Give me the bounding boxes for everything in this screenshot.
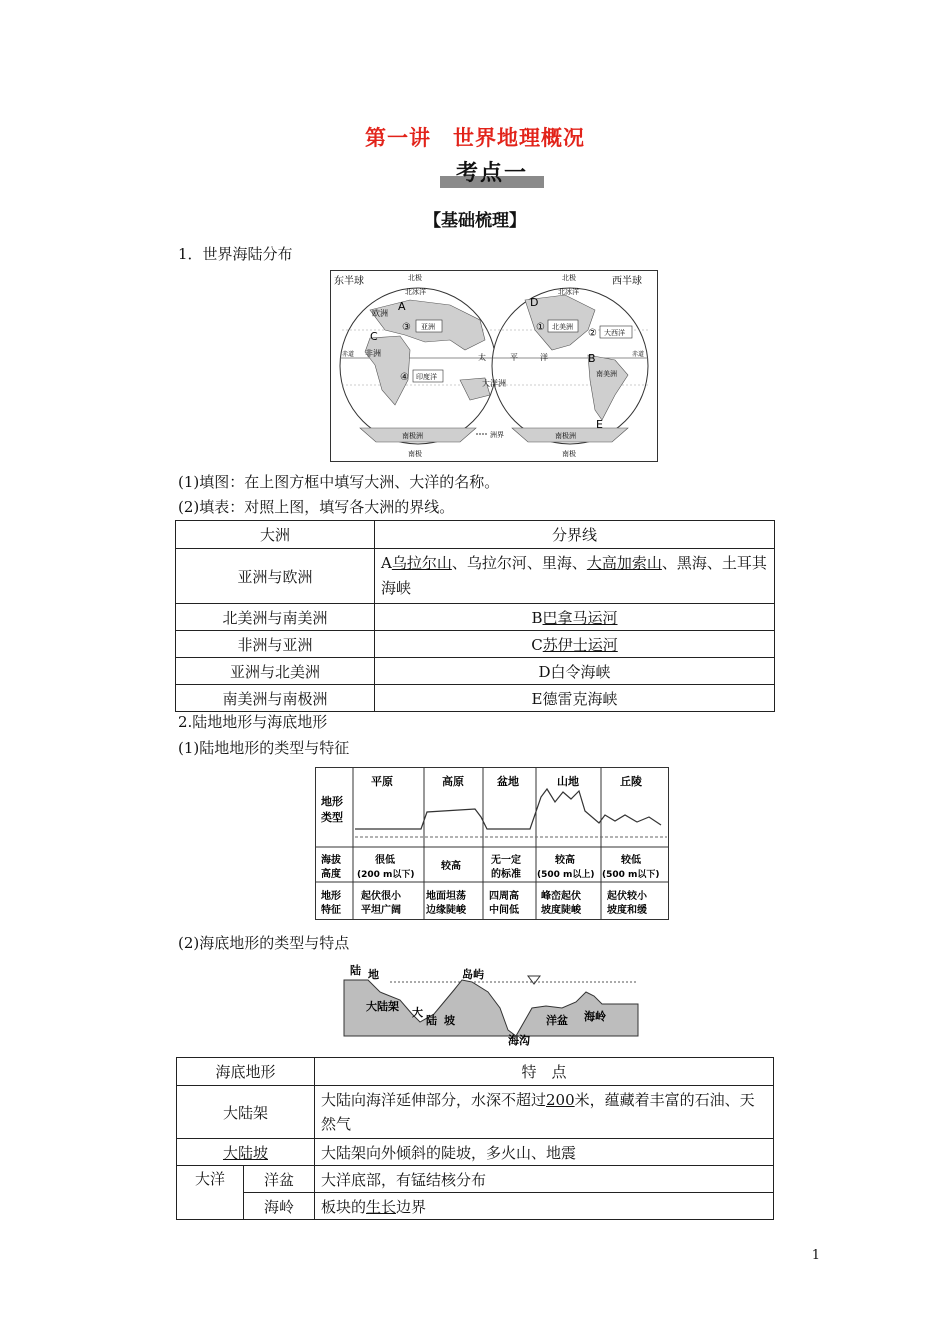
table-header-boundary: 分界线 xyxy=(375,521,775,549)
map-num2: ② xyxy=(588,328,597,339)
row-boundary: D白令海峡 xyxy=(375,658,775,685)
map-pacific-3: 洋 xyxy=(540,353,548,362)
kaodian-heading xyxy=(440,156,544,190)
map-east-label: 东半球 xyxy=(334,276,364,287)
page-number: 1 xyxy=(811,1248,820,1263)
land-height: (200 m以下) xyxy=(357,870,415,880)
boundary-letter: B xyxy=(531,608,543,627)
land-type: 盆地 xyxy=(497,775,519,788)
row-name: 北美洲与南美洲 xyxy=(176,604,375,631)
rowlabel-type-1: 地形 xyxy=(321,795,343,808)
map-south-west: 南极 xyxy=(562,450,576,458)
land-height: 无一定 xyxy=(491,855,521,866)
seafloor-figure xyxy=(340,962,640,1046)
map-mark-d: D xyxy=(530,296,539,309)
rowlabel-height-2: 高度 xyxy=(321,869,341,880)
map-pacific-1: 太 xyxy=(478,353,486,362)
feature-text: 大陆向海洋延伸部分，水深不超过 xyxy=(321,1091,547,1109)
row-feature xyxy=(315,1086,774,1139)
row-name: 亚洲与欧洲 xyxy=(176,549,375,604)
table-row xyxy=(177,1139,774,1166)
seafloor-table xyxy=(176,1057,774,1220)
row-boundary xyxy=(375,631,775,658)
land-feature: 中间低 xyxy=(489,905,519,916)
answer-underlined: 巴拿马运河 xyxy=(542,608,618,627)
row-name: 海岭 xyxy=(244,1193,315,1220)
land-type: 高原 xyxy=(442,775,464,788)
land-height: 较高 xyxy=(441,861,461,872)
table-row xyxy=(176,604,775,631)
land-feature: 起伏较小 xyxy=(607,891,647,902)
map-legend: 洲界 xyxy=(490,431,504,439)
subheading-seafloor: (2)海底地形的类型与特点 xyxy=(178,934,350,952)
page-title: 第一讲 世界地理概况 xyxy=(365,125,585,150)
table-row xyxy=(177,1166,774,1193)
map-antarctica-east: 南极洲 xyxy=(402,432,423,440)
row-group-ocean: 大洋 xyxy=(177,1166,244,1220)
question-2: (2)填表：对照上图，填写各大洲的界线。 xyxy=(178,498,455,516)
row-name: 洋盆 xyxy=(244,1166,315,1193)
land-feature: 起伏很小 xyxy=(361,891,401,902)
row-name: 大陆架 xyxy=(177,1086,315,1139)
section-label: 【基础梳理】 xyxy=(424,211,526,231)
row-boundary xyxy=(375,549,775,604)
sea-label-shelf: 大陆架 xyxy=(366,1000,399,1013)
sea-label-slope: 大 xyxy=(412,1006,423,1019)
land-feature: 坡度陡峻 xyxy=(541,905,581,916)
answer-underlined: 200 xyxy=(546,1091,575,1109)
sea-label-slope: 坡 xyxy=(444,1014,455,1027)
sea-label-island: 岛屿 xyxy=(462,968,484,981)
heading-landforms: 2.陆地地形与海底地形 xyxy=(178,713,328,731)
map-antarctica-west: 南极洲 xyxy=(555,432,576,440)
table-row xyxy=(176,685,775,712)
map-europe: 欧洲 xyxy=(372,309,388,318)
land-height: 的标准 xyxy=(491,869,521,880)
land-feature: 坡度和缓 xyxy=(607,905,647,916)
map-arctic-west: 北冰洋 xyxy=(558,288,579,296)
table-header-continent: 大洲 xyxy=(176,521,375,549)
feature-text: 米，蕴藏着丰富的石油、天然气 xyxy=(321,1091,755,1133)
table-row xyxy=(177,1193,774,1220)
row-name xyxy=(177,1139,315,1166)
land-feature: 地面坦荡 xyxy=(426,891,466,902)
map-num1: ① xyxy=(536,322,545,333)
row-boundary xyxy=(375,604,775,631)
map-south-east: 南极 xyxy=(408,450,422,458)
map-sa: 南美洲 xyxy=(596,370,617,378)
sea-label-trench: 海沟 xyxy=(508,1034,530,1046)
subheading-land: (1)陆地地形的类型与特征 xyxy=(178,739,350,757)
land-type: 丘陵 xyxy=(620,775,642,788)
sea-label-land2: 地 xyxy=(368,968,379,981)
rowlabel-feature-1: 地形 xyxy=(321,891,341,902)
land-feature: 平坦广阔 xyxy=(361,905,401,916)
row-feature: 大陆架向外倾斜的陡坡，多火山、地震 xyxy=(315,1139,774,1166)
answer-underlined: 苏伊士运河 xyxy=(542,635,618,654)
map-oceania: 大洋洲 xyxy=(482,379,506,388)
map-mark-a: A xyxy=(398,300,406,313)
map-mark-c: C xyxy=(370,330,378,343)
sea-label-land: 陆 xyxy=(350,964,361,977)
row-feature xyxy=(315,1193,774,1220)
row-name: 亚洲与北美洲 xyxy=(176,658,375,685)
land-type: 山地 xyxy=(557,775,579,788)
map-mark-e: E xyxy=(596,418,603,431)
land-height: 较低 xyxy=(621,855,641,866)
map-equator-east: 赤道 xyxy=(342,351,355,358)
land-feature: 峰峦起伏 xyxy=(541,891,581,902)
heading-sea-land: 1．世界海陆分布 xyxy=(178,245,293,263)
map-west-label: 西半球 xyxy=(612,276,642,287)
land-feature: 边缘陡峻 xyxy=(426,905,466,916)
table-row xyxy=(176,631,775,658)
feature-text: 板块的 xyxy=(321,1197,367,1216)
sea-level-marker xyxy=(528,976,540,984)
sea-label-basin: 洋盆 xyxy=(546,1014,568,1027)
map-equator-west: 赤道 xyxy=(632,351,645,358)
map-mark-b: B xyxy=(588,352,596,365)
boundary-letter: A xyxy=(381,554,392,572)
rowlabel-type-2: 类型 xyxy=(321,811,343,824)
boundary-text: 、乌拉尔河、里海、 xyxy=(451,554,587,572)
world-map-figure xyxy=(330,270,658,462)
rowlabel-feature-2: 特征 xyxy=(321,905,341,916)
continent-boundary-table xyxy=(175,520,775,712)
map-num3: ③ xyxy=(402,322,411,333)
table-row xyxy=(176,658,775,685)
row-feature: 大洋底部，有锰结核分布 xyxy=(315,1166,774,1193)
table2-header-feature: 特 点 xyxy=(315,1058,774,1086)
map-asia: 亚洲 xyxy=(421,323,435,331)
feature-text: 边界 xyxy=(396,1197,427,1216)
land-feature: 四周高 xyxy=(489,891,519,902)
boundary-letter: C xyxy=(531,635,543,654)
map-north-east: 北极 xyxy=(408,274,422,282)
map-pacific-2: 平 xyxy=(510,353,518,362)
kaodian-label: 考点一 xyxy=(455,160,528,186)
answer-underlined: 乌拉尔山 xyxy=(391,554,452,572)
question-1: (1)填图：在上图方框中填写大洲、大洋的名称。 xyxy=(178,473,500,491)
map-arctic-east: 北冰洋 xyxy=(405,288,426,296)
map-atlantic: 大西洋 xyxy=(604,329,625,337)
land-height: (500 m以下) xyxy=(602,870,660,880)
map-africa: 非洲 xyxy=(365,349,381,358)
land-type: 平原 xyxy=(371,775,393,788)
row-name: 非洲与亚洲 xyxy=(176,631,375,658)
land-height: 较高 xyxy=(555,855,575,866)
table2-header-type: 海底地形 xyxy=(177,1058,315,1086)
answer-underlined: 生长 xyxy=(366,1197,397,1216)
map-na: 北美洲 xyxy=(552,323,573,331)
land-landform-figure xyxy=(315,767,669,920)
sea-label-ridge: 海岭 xyxy=(584,1010,606,1023)
table-row xyxy=(176,549,775,604)
answer-underlined: 大高加索山 xyxy=(586,554,662,572)
sea-label-slope: 陆 xyxy=(426,1014,437,1027)
map-indian: 印度洋 xyxy=(416,373,437,381)
answer-underlined: 大陆坡 xyxy=(222,1143,268,1162)
row-name: 南美洲与南极洲 xyxy=(176,685,375,712)
map-num4: ④ xyxy=(400,372,409,383)
table-row xyxy=(177,1086,774,1139)
land-height: 很低 xyxy=(375,855,395,866)
rowlabel-height-1: 海拔 xyxy=(321,855,341,866)
boundary-text: 、黑海、土耳其海峡 xyxy=(381,554,767,597)
map-north-west: 北极 xyxy=(562,274,576,282)
row-boundary: E德雷克海峡 xyxy=(375,685,775,712)
land-height: (500 m以上) xyxy=(537,870,595,880)
